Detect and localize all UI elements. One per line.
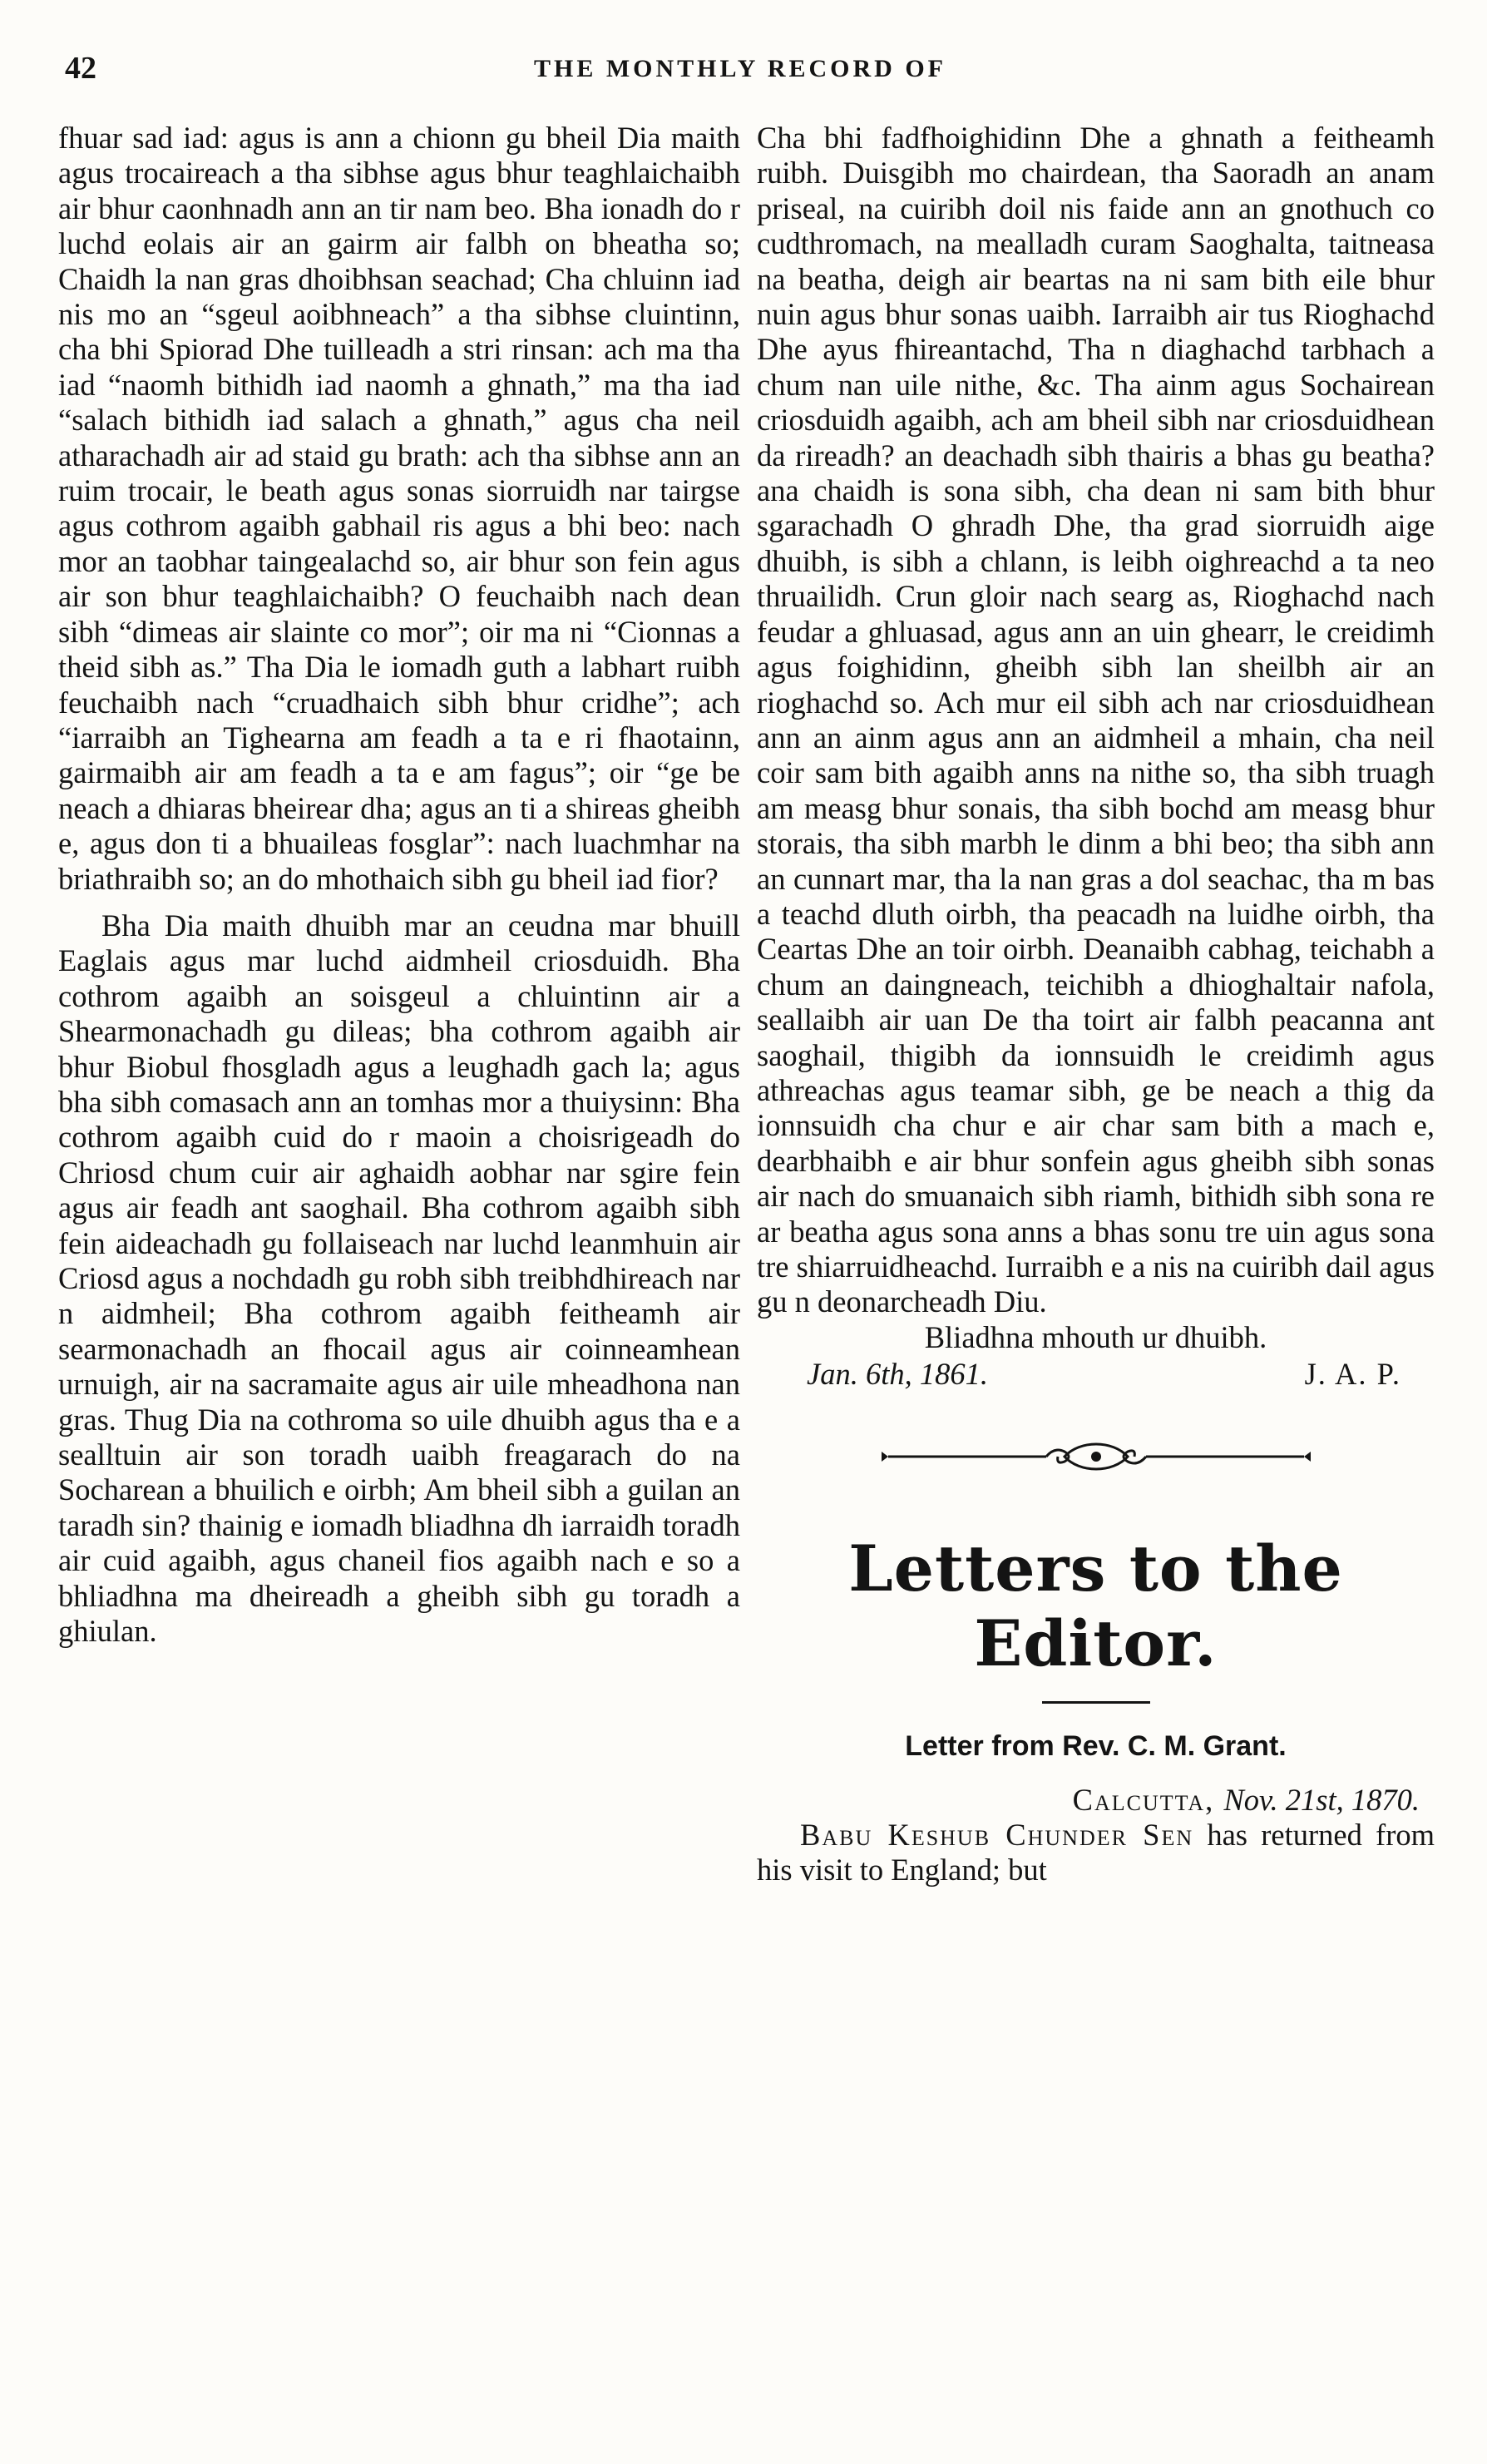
left-paragraph-1: fhuar sad iad: agus is ann a chionn gu bheil Dia maith agus trocaireach a tha sibhse agus bhur teaghlaichaibh air bhur caonhnadh ann an tir nam beo. Bha ionadh do r luchd eolais air an gairm air falbh on bheatha so; Chaidh la nan gras dhoibhsan seachad; Cha chluinn iad nis mo an “sgeul aoibhneach” a tha sibhse cluintinn, cha bhi Spiorad Dhe tuilleadh a stri rinsan: ach ma tha iad “naomh bithidh iad naomh a ghnath,” ma tha iad “salach bithidh iad salach a ghnath,” agus cha neil atharachadh air ad staid gu brath: ach tha sibhse ann an ruim trocair, le beath agus sonas siorruidh nar tairgse agus cothrom agaibh gabhail ris agus a bhi beo: nach mor an taobhar taingealachd so, air bhur son fein agus air son bhur teaghlaichaibh? O feuchaibh nach dean sibh “dimeas air slainte co mor”; oir ma ni “Cionnas a theid sibh as.” Tha Dia le iomadh guth a labhart ruibh feuchaibh nach “cruadhaich sibh bhur cridhe”; ach “iarraibh an Tighearna am feadh a ta e ri fhaotainn, gairmaibh air am feadh a ta e am fagus”; oir “ge be neach a dhiaras bheirear dha; agus an ti a shireas gheibh e, agus don ti a bhuaileas fosglar”: nach luachmhar na briathraibh so; an do mhothaich sibh gu bheil iad fior? — [58, 121, 740, 896]
signoff: Bliadhna mhouth ur dhuibh. — [924, 1319, 1267, 1354]
dateline — [757, 1357, 1435, 1393]
letter-location: Calcutta, — [1072, 1782, 1215, 1817]
section-title: Letters to the Editor. — [848, 1531, 1343, 1681]
letter-opening-text: has returned from his visit to England; but — [757, 1818, 1435, 1888]
article-date: Jan. 6th, 1861. — [807, 1357, 988, 1392]
letter-date: Nov. 21st, 1870. — [1223, 1782, 1420, 1817]
page-header — [50, 50, 1430, 92]
left-column — [58, 121, 740, 1649]
author-initials: J. A. P. — [1304, 1357, 1401, 1392]
short-rule — [1042, 1701, 1150, 1704]
ornamental-divider — [880, 1432, 1312, 1482]
left-paragraph-2: Bha Dia maith dhuibh mar an ceudna mar bhuill Eaglais agus mar luchd aidmheil criosduidh. Bha cothrom agaibh an soisgeul a chluintinn air a Shearmonachadh gu dileas; bha cothrom agaibh air bhur Biobul fhosgladh agus a leughadh gach la; agus bha sibh comasach ann an tomhas mor a thuiysinn: Bha cothrom agaibh cuid do r maoin a choisrigeadh do Chriosd chum cuir air aghaidh aobhar nar sgire fein agus air feadh ant saoghail. Bha cothrom agaibh sibh fein aideachadh gu follaiseach nar luchd leanmhuin air Criosd agus a nochdadh gu robh sibh treibhdhireach nar n aidmheil; Bha cothrom agaibh feitheamh air searmonachadh an fhocail agus air coinneamhean urnuigh, air na sacramaite agus air uile mheadhona nan gras. Thug Dia na cothroma so uile dhuibh agus tha e a sealltuin air son toradh uaibh freagarach do na Socharean a bhuilich e oirbh; Am bheil sibh a guilan an taradh sin? thainig e iomadh bliadhna dh iarraidh toradh air cuid agaibh, agus chaneil fios agaibh nach e so a bhliadhna ma dheireadh a gheibh sibh gu toradh a ghiulan. — [58, 908, 740, 1649]
letter-heading: Letter from Rev. C. M. Grant. — [905, 1730, 1287, 1763]
letter-dateline — [757, 1783, 1420, 1818]
right-column — [757, 121, 1435, 1888]
running-head: THE MONTHLY RECORD OF — [534, 55, 946, 82]
right-paragraph-1: Cha bhi fadfhoighidinn Dhe a ghnath a feitheamh ruibh. Duisgibh mo chairdean, tha Saoradh an anam priseal, na cuiribh doil nis faide ann an gnothuch co cudthromach, na mealladh curam Saoghalta, taitneasa na beatha, deigh air beartas na ni sam bith eile bhur nuin agus bhur sonas uaibh. Iarraibh air tus Rioghachd Dhe ayus fhireantachd, Tha n diaghachd tarbhach a chum nan uile nithe, &c. Tha ainm agus Sochairean criosduidh agaibh, ach am bheil sibh nar criosduidhean da rireadh? an deachadh sibh thairis a bhas gu beatha? ana chaidh is sona sibh, cha dean ni sam bith bhur sgarachadh O ghradh Dhe, tha grad siorruidh aige dhuibh, is sibh a chlann, is leibh oighreachd a ta neo thruailidh. Crun gloir nach searg as, Rioghachd nach feudar a ghluasad, agus ann an uin ghearr, le creidimh agus foighidinn, gheibh sibh lan sheilbh air an rioghachd so. Ach mur eil sibh ach nar criosduidhean ann an ainm agus ann an aidmheil a mhain, cha neil coir sam bith agaibh anns na nithe so, tha sibh truagh am measg bhur sonais, tha sibh bochd am measg bhur storais, tha sibh marbh le dinm a bhi beo; tha sibh ann an cunnart mar, tha la nan gras a dol seachac, tha m bas a teachd dluth oirbh, tha peacadh na luidhe oirbh, tha Ceartas Dhe an toir oirbh. Deanaibh cabhag, teichabh a chum an daingneach, teichibh a dhioghaltair nafola, seallaibh air uan De tha toirt air falbh peacanna ant saoghail, thigibh da ionnsuidh le creidimh agus athreachas agus teamar sibh, ge be neach a thig da ionnsuidh cha chur e air char sam bith a mach e, dearbhaibh e air bhur sonfein agus gheibh sibh sonas air nach do smuanaich sibh riamh, bithidh sibh sona re ar beatha agus sona anns a bhas sonu tre uin agus sona tre shiarruidheachd. Iurraibh e a nis na cuiribh dail agus gu n deonarcheadh Diu. — [757, 121, 1435, 1319]
letter-opening — [757, 1818, 1435, 1888]
page-number: 42 — [65, 51, 96, 86]
letter-opening-name: Babu Keshub Chunder Sen — [800, 1818, 1194, 1853]
